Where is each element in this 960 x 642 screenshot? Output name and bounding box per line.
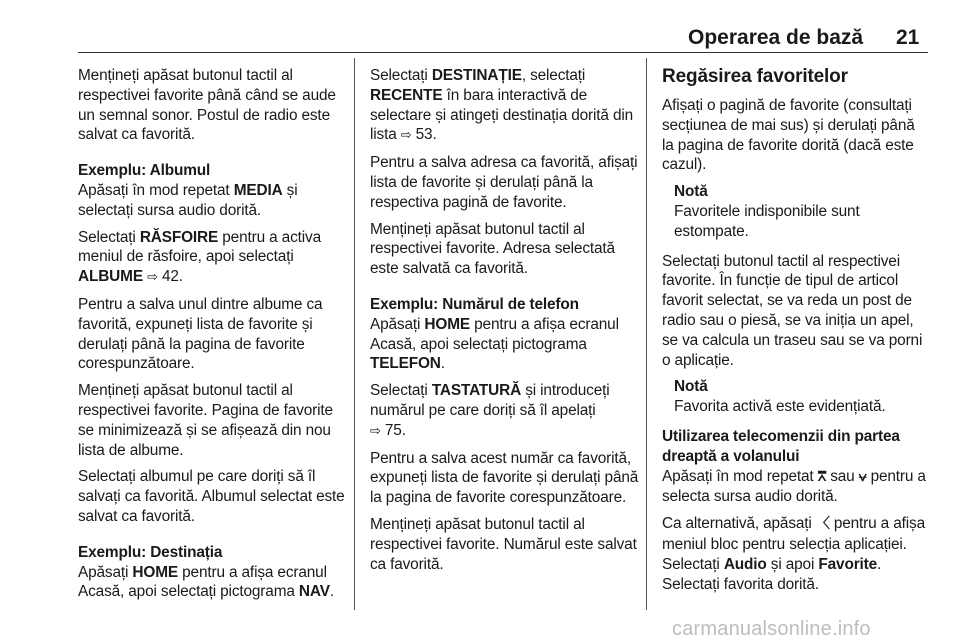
page-reference[interactable]: 53. (415, 126, 437, 144)
paragraph: Selectați DESTINAȚIE, selectați RECENTE în bara interactivă de selectare și atingeți destinația dorită din lista ⇨ 53. (370, 67, 634, 144)
button-term: TASTATURĂ (431, 382, 522, 400)
note-title: Notă (674, 183, 708, 201)
paragraph: Apăsați în mod repetat MEDIA și selectați sursa audio dorită. (78, 181, 298, 219)
column-right (662, 66, 930, 601)
section-heading-steering-wheel: Utilizarea telecomenzii din partea dreaptă a volanului (662, 427, 900, 465)
paragraph: Selectați albumul pe care doriți să îl salvați ca favorită. Albumul selectat este salvat ca favorită. (78, 468, 345, 525)
note-box (674, 377, 930, 417)
button-term: TELEFON (370, 355, 441, 373)
example-heading-phone: Exemplu: Numărul de telefon (370, 295, 579, 313)
button-term: Audio (723, 555, 767, 573)
paragraph: Pentru a salva adresa ca favorită, afișați lista de favorite și derulați până la respectiva pagină de favorite. (370, 154, 638, 211)
paragraph: Pentru a salva acest număr ca favorită, expuneți lista de favorite și derulați până la pagina de favorite corespunzătoare. (370, 449, 639, 507)
page-reference-arrow-icon[interactable]: ⇨ (147, 270, 158, 286)
column-middle (370, 66, 640, 581)
page-title: Operarea de bază (688, 26, 864, 49)
button-term: DESTINAȚIE (431, 67, 522, 84)
source-up-icon: ⩞ (817, 468, 827, 485)
page-number: 21 (896, 26, 920, 49)
page-reference[interactable]: 75. (384, 421, 406, 439)
paragraph: Mențineți apăsat butonul tactil al respectivei favorite. Adresa selectată este salvată ca favorită. (370, 220, 615, 278)
button-term: ALBUME (78, 268, 143, 286)
button-term: Favorite (818, 555, 878, 573)
paragraph: Ca alternativă, apăsați 〈 pentru a afișa meniul bloc pentru selecția aplicației. Selectați Audio și apoi Favorite. Selectați favorita dorită. (662, 515, 925, 593)
column-left (78, 66, 346, 609)
paragraph: Apăsați în mod repetat ⩞ sau ⩝ pentru a selecta sursa audio dorită. (662, 467, 926, 506)
paragraph: Mențineți apăsat butonul tactil al respectivei favorite. Pagina de favorite se minimizează și se afișează din nou lista de albume. (78, 382, 333, 459)
section-heading-recall-favourites: Regăsirea favoritelor (662, 66, 848, 87)
column-divider (354, 58, 355, 610)
paragraph: Pentru a salva unul dintre albume ca favorită, expuneți lista de favorite și derulați până la pagina de favorite corespunzătoare. (78, 295, 323, 373)
watermark: carmanualsonline.info (672, 618, 871, 640)
column-divider (646, 58, 647, 610)
page-reference-arrow-icon[interactable]: ⇨ (370, 423, 381, 439)
button-term: HOME (132, 563, 178, 581)
paragraph: Apăsați HOME pentru a afișa ecranul Acasă, apoi selectați pictograma TELEFON. (370, 315, 619, 373)
button-term: HOME (424, 315, 470, 333)
button-term: RECENTE (370, 86, 443, 104)
example-heading-destination: Exemplu: Destinația (78, 543, 223, 561)
paragraph: Apăsați HOME pentru a afișa ecranul Acasă, apoi selectați pictograma NAV. (78, 563, 334, 601)
chevron-left-icon: 〈 (815, 516, 830, 533)
paragraph: Selectați TASTATURĂ și introduceți numărul pe care doriți să îl apelați ⇨ 75. (370, 382, 610, 439)
page-reference[interactable]: 42. (161, 268, 183, 286)
note-box (674, 182, 930, 241)
button-term: MEDIA (233, 181, 283, 199)
paragraph: Selectați RĂSFOIRE pentru a activa meniul de răsfoire, apoi selectați ALBUME ⇨ 42. (78, 228, 321, 286)
paragraph: Afișați o pagină de favorite (consultați secțiunea de mai sus) și derulați până la pagina de favorite dorită (dacă este cazul). (662, 97, 915, 174)
paragraph: Mențineți apăsat butonul tactil al respectivei favorite. Numărul este salvat ca favorită. (370, 515, 637, 573)
header-divider (78, 52, 928, 53)
paragraph: Mențineți apăsat butonul tactil al respectivei favorite până când se aude un semnal sonor. Postul de radio este salvat ca favorită. (78, 67, 336, 144)
example-heading-album: Exemplu: Albumul (78, 162, 211, 180)
note-text: Favoritele indisponibile sunt estompate. (674, 202, 860, 240)
button-term: RĂSFOIRE (139, 228, 219, 246)
note-title: Notă (674, 378, 708, 396)
page-reference-arrow-icon[interactable]: ⇨ (400, 128, 412, 144)
button-term: NAV (298, 583, 330, 601)
page-header (0, 0, 960, 52)
note-text: Favorita activă este evidențiată. (674, 398, 886, 416)
paragraph: Selectați butonul tactil al respectivei favorite. În funcție de tipul de articol favorit selectat, se va reda un post de radio sau o piesă, se va iniția un apel, se va calcula un traseu sau se va porni o aplicație. (662, 252, 923, 369)
source-down-icon: ⩝ (858, 468, 867, 485)
